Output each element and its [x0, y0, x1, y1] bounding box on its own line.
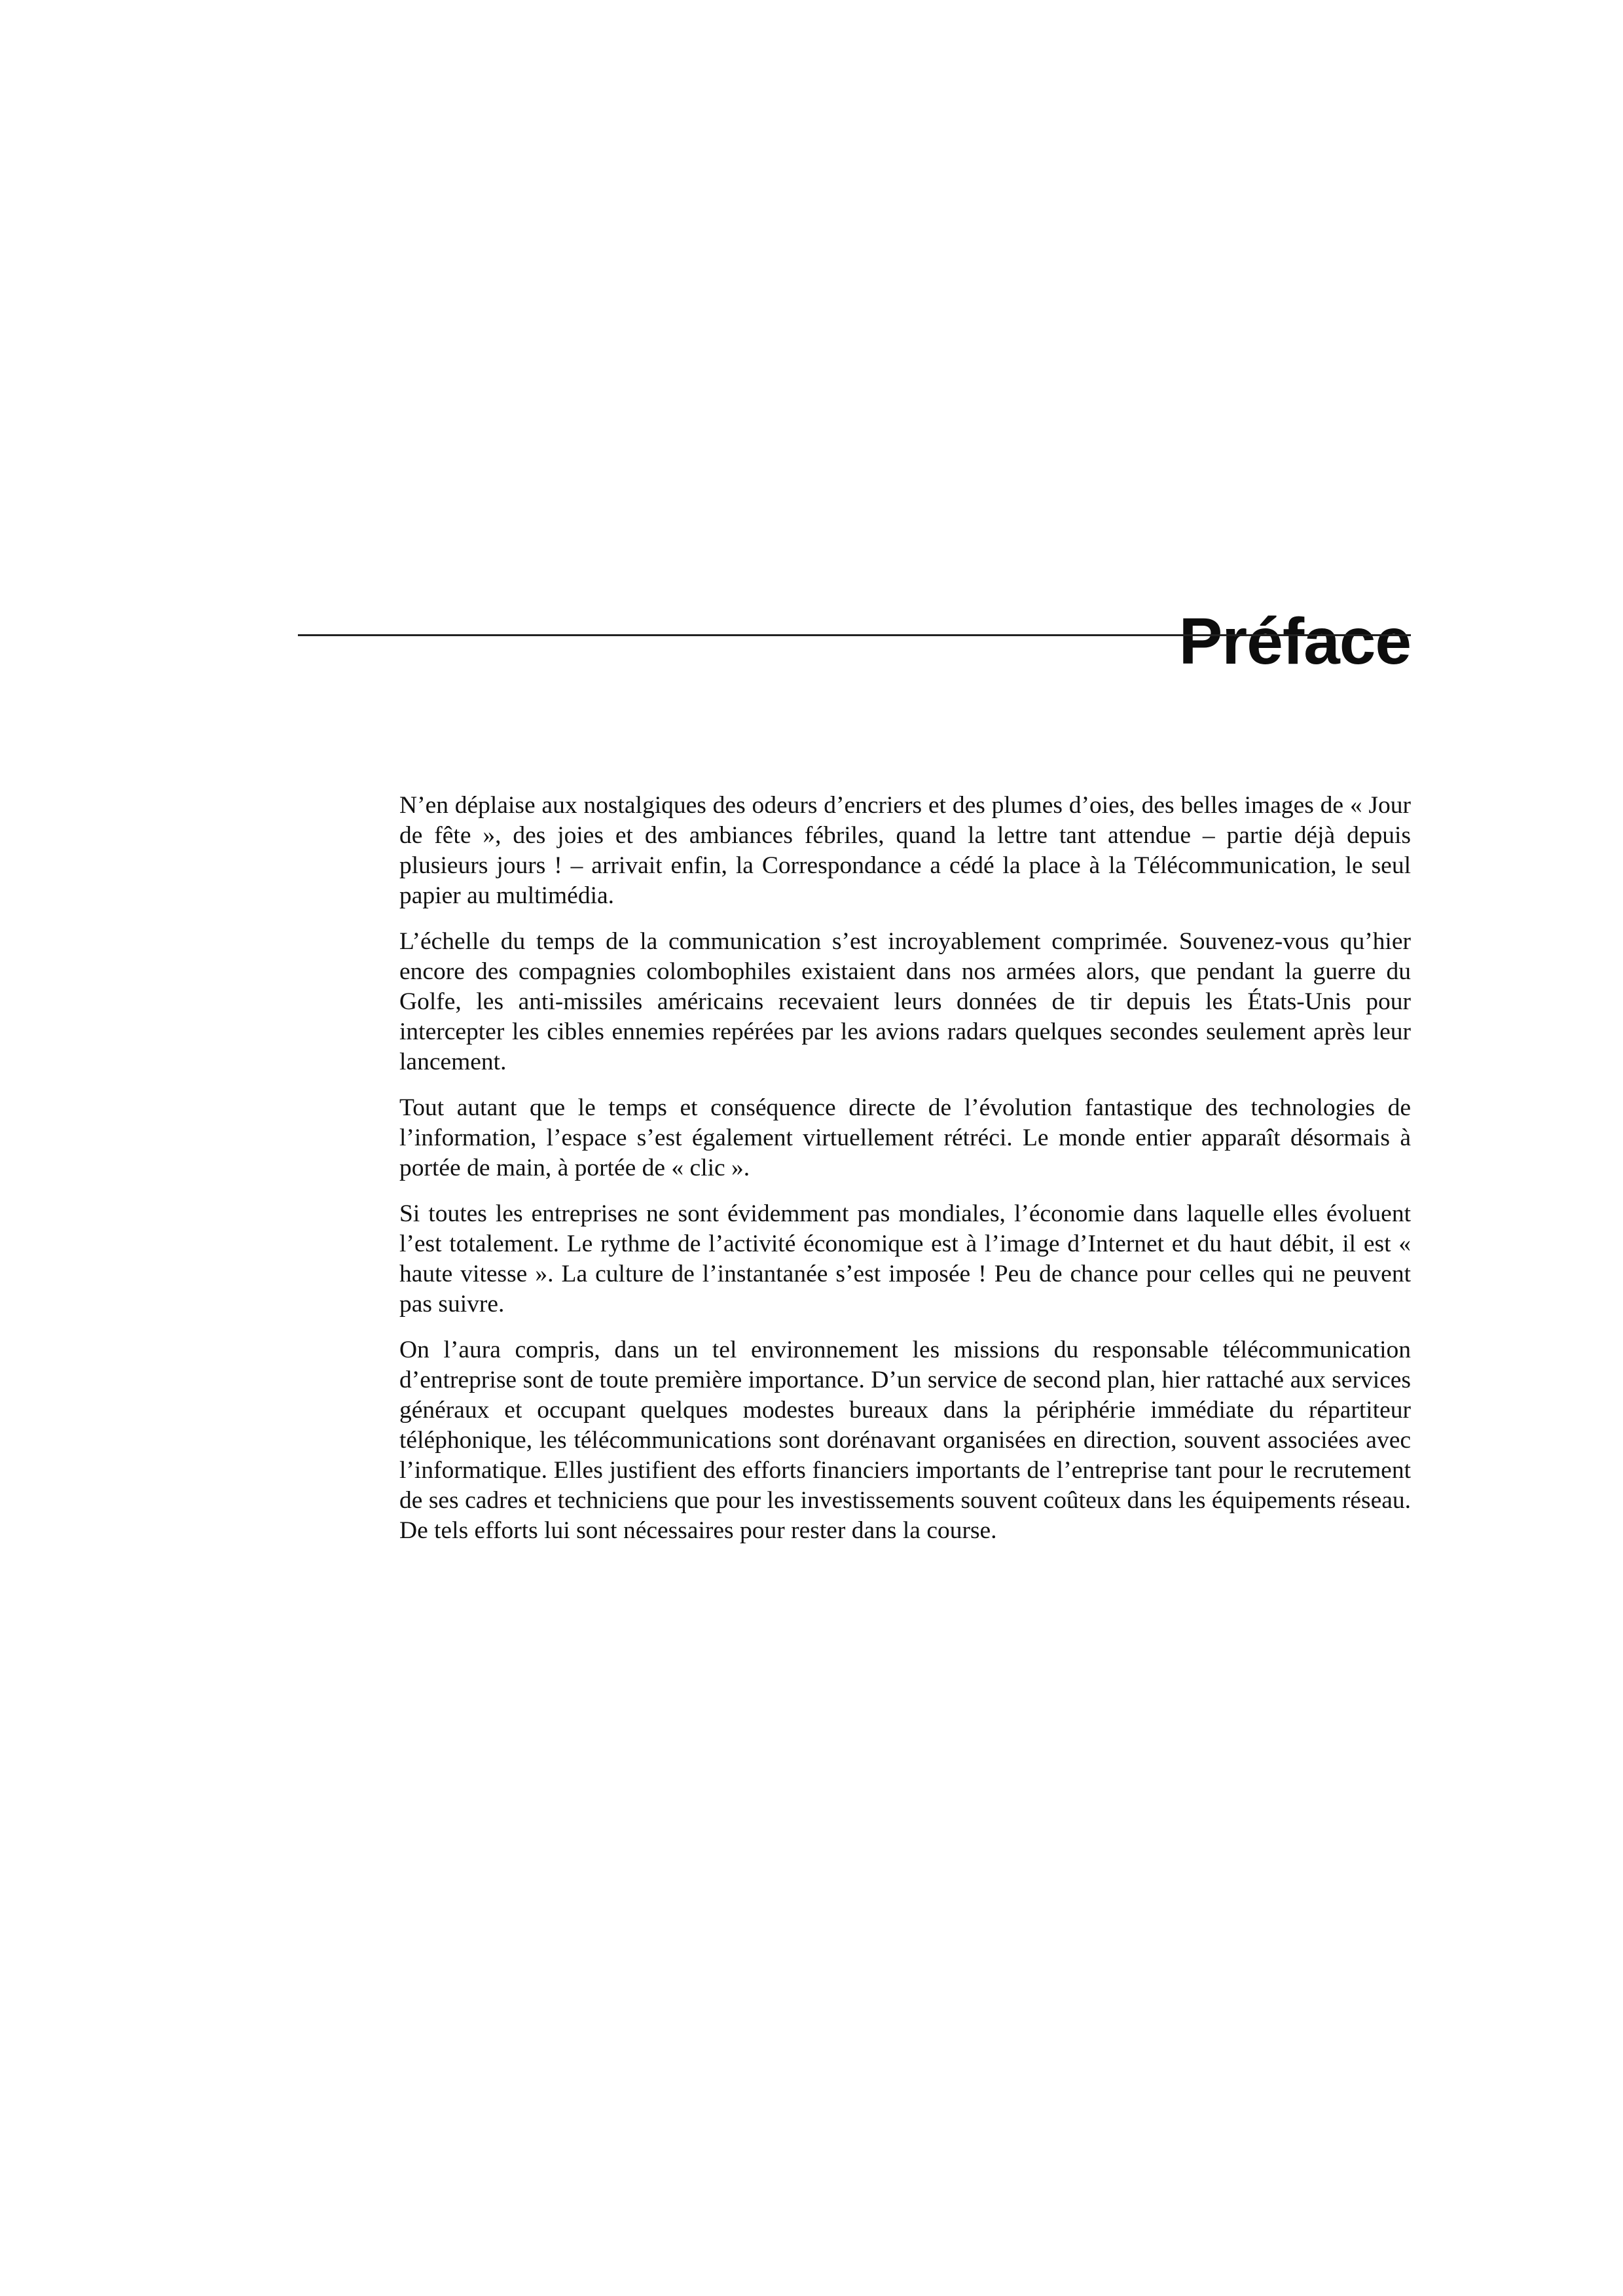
- chapter-title: Préface: [1178, 605, 1411, 678]
- paragraph-5: On l’aura compris, dans un tel environnement les missions du responsable télécommunication d’entreprise sont de toute première importance. D’un service de second plan, hier rattaché aux services généraux et occupant quelques modestes bureaux dans la périphérie immédiate du répartiteur téléphonique, les télécommunications sont dorénavant organisées en direction, souvent associées avec l’informatique. Elles justifient des efforts financiers importants de l’entreprise tant pour le recrutement de ses cadres et techniciens que pour les investissements souvent coûteux dans les équipements réseau. De tels efforts lui sont nécessaires pour rester dans la course.: [399, 1336, 1411, 1544]
- paragraph-4: Si toutes les entreprises ne sont évidemment pas mondiales, l’économie dans laquelle elles évoluent l’est totalement. Le rythme de l’activité économique est à l’image d’Internet et du haut débit, il est « haute vitesse ». La culture de l’instantanée s’est imposée ! Peu de chance pour celles qui ne peuvent pas suivre.: [399, 1200, 1411, 1318]
- paragraph-3: Tout autant que le temps et conséquence directe de l’évolution fantastique des technologies de l’information, l’espace s’est également virtuellement rétréci. Le monde entier apparaît désormais à portée de main, à portée de « clic ».: [399, 1094, 1411, 1181]
- paragraph-1: N’en déplaise aux nostalgiques des odeurs d’encriers et des plumes d’oies, des belles images de « Jour de fête », des joies et des ambiances fébriles, quand la lettre tant attendue – partie déjà depuis plusieurs jours ! – arrivait enfin, la Correspondance a cédé la place à la Télécommunication, le seul papier au multimédia.: [399, 792, 1411, 909]
- title-underline-rule: [298, 634, 1411, 636]
- preface-body: [399, 791, 1411, 1562]
- paragraph-2: L’échelle du temps de la communication s’est incroyablement comprimée. Souvenez-vous qu’hier encore des compagnies colombophiles existaient dans nos armées alors, que pendant la guerre du Golfe, les anti-missiles américains recevaient leurs données de tir depuis les États-Unis pour intercepter les cibles ennemies repérées par les avions radars quelques secondes seulement après leur lancement.: [399, 928, 1411, 1075]
